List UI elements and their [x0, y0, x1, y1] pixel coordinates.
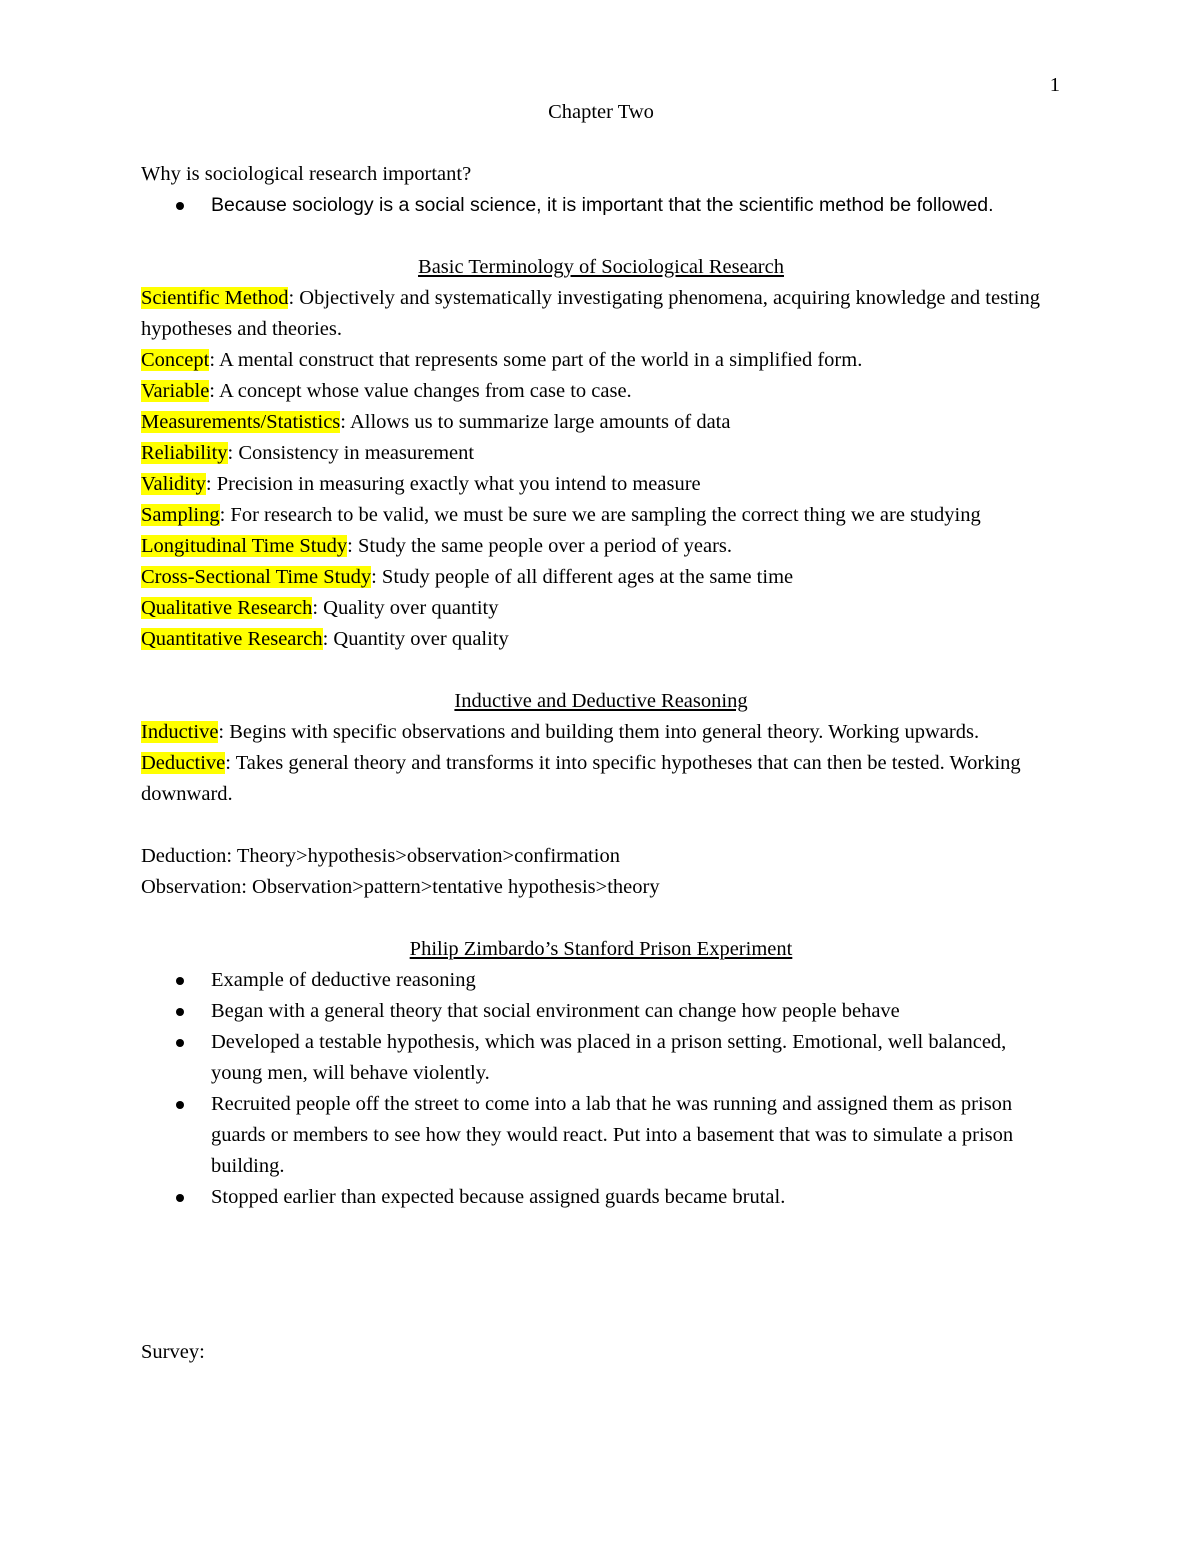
term-measurements — [141, 407, 1061, 438]
observation-line: Observation: Observation>pattern>tentative hypothesis>theory — [141, 876, 660, 898]
bullet-text: Developed a testable hypothesis, which was placed in a prison setting. Emotional, well balanced, young men, will behave violently. — [211, 1031, 1007, 1084]
list-item — [141, 190, 1061, 221]
term-label: Inductive — [141, 721, 219, 743]
term-definition: : Quality over quantity — [312, 597, 499, 619]
term-label: Quantitative Research — [141, 628, 323, 650]
bullet-icon — [176, 1194, 184, 1202]
bullet-icon — [176, 1101, 184, 1109]
term-label: Cross-Sectional Time Study — [141, 566, 372, 588]
bullet-icon — [176, 1008, 184, 1016]
reasoning-heading: Inductive and Deductive Reasoning — [454, 690, 748, 712]
intro-question: Why is sociological research important? — [141, 163, 472, 185]
intro-bullet-text: Because sociology is a social science, it is important that the scientific method be followed. — [211, 194, 994, 216]
term-definition: : Study the same people over a period of years. — [347, 535, 732, 557]
term-definition: : Allows us to summarize large amounts of data — [340, 411, 731, 433]
bullet-text: Began with a general theory that social environment can change how people behave — [211, 1000, 900, 1022]
term-validity — [141, 469, 1061, 500]
survey-label: Survey: — [141, 1341, 205, 1363]
term-label: Reliability — [141, 442, 228, 464]
term-deductive — [141, 748, 1061, 810]
bullet-icon — [176, 202, 184, 210]
term-definition: : Takes general theory and transforms it into specific hypotheses that can then be tested. Working downward. — [141, 752, 1021, 805]
intro-bullet-list — [141, 190, 1061, 221]
deduction-line: Deduction: Theory>hypothesis>observation>confirmation — [141, 845, 620, 867]
term-definition: : Begins with specific observations and building them into general theory. Working upwards. — [218, 721, 980, 743]
term-cross-sectional — [141, 562, 1061, 593]
term-label: Qualitative Research — [141, 597, 313, 619]
term-label: Scientific Method — [141, 287, 289, 309]
term-label: Concept — [141, 349, 210, 371]
term-qualitative — [141, 593, 1061, 624]
term-definition: : Precision in measuring exactly what you intend to measure — [205, 473, 701, 495]
term-definition: : A concept whose value changes from case to case. — [209, 380, 632, 402]
bullet-icon — [176, 1039, 184, 1047]
list-item — [141, 1089, 1061, 1182]
term-label: Validity — [141, 473, 206, 495]
term-label: Deductive — [141, 752, 226, 774]
term-reliability — [141, 438, 1061, 469]
term-label: Variable — [141, 380, 210, 402]
bullet-text: Stopped earlier than expected because assigned guards became brutal. — [211, 1186, 786, 1208]
term-label: Measurements/Statistics — [141, 411, 341, 433]
list-item — [141, 1027, 1061, 1089]
term-inductive — [141, 717, 1061, 748]
term-definition: : Consistency in measurement — [227, 442, 475, 464]
list-item — [141, 996, 1061, 1027]
experiment-heading: Philip Zimbardo’s Stanford Prison Experiment — [409, 938, 793, 960]
term-scientific-method — [141, 283, 1061, 345]
bullet-icon — [176, 977, 184, 985]
bullet-text: Example of deductive reasoning — [211, 969, 476, 991]
list-item — [141, 965, 1061, 996]
term-definition: : Quantity over quality — [322, 628, 509, 650]
term-quantitative — [141, 624, 1061, 655]
term-sampling — [141, 500, 1061, 531]
term-definition: : Objectively and systematically investigating phenomena, acquiring knowledge and testing hypotheses and theories. — [141, 287, 1040, 340]
term-definition: : A mental construct that represents some part of the world in a simplified form. — [209, 349, 863, 371]
term-concept — [141, 345, 1061, 376]
term-label: Sampling — [141, 504, 220, 526]
terminology-heading: Basic Terminology of Sociological Research — [418, 256, 784, 278]
page-number: 1 — [1049, 74, 1060, 96]
bullet-text: Recruited people off the street to come into a lab that he was running and assigned them as prison guards or members to see how they would react. Put into a basement that was to simulate a prison building. — [211, 1093, 1014, 1177]
experiment-bullet-list — [141, 965, 1061, 1213]
page-title: Chapter Two — [548, 101, 654, 123]
term-definition: : For research to be valid, we must be sure we are sampling the correct thing we are studying — [219, 504, 981, 526]
term-label: Longitudinal Time Study — [141, 535, 348, 557]
document-body — [141, 97, 1061, 1368]
term-longitudinal — [141, 531, 1061, 562]
list-item — [141, 1182, 1061, 1213]
term-definition: : Study people of all different ages at the same time — [371, 566, 794, 588]
term-variable — [141, 376, 1061, 407]
